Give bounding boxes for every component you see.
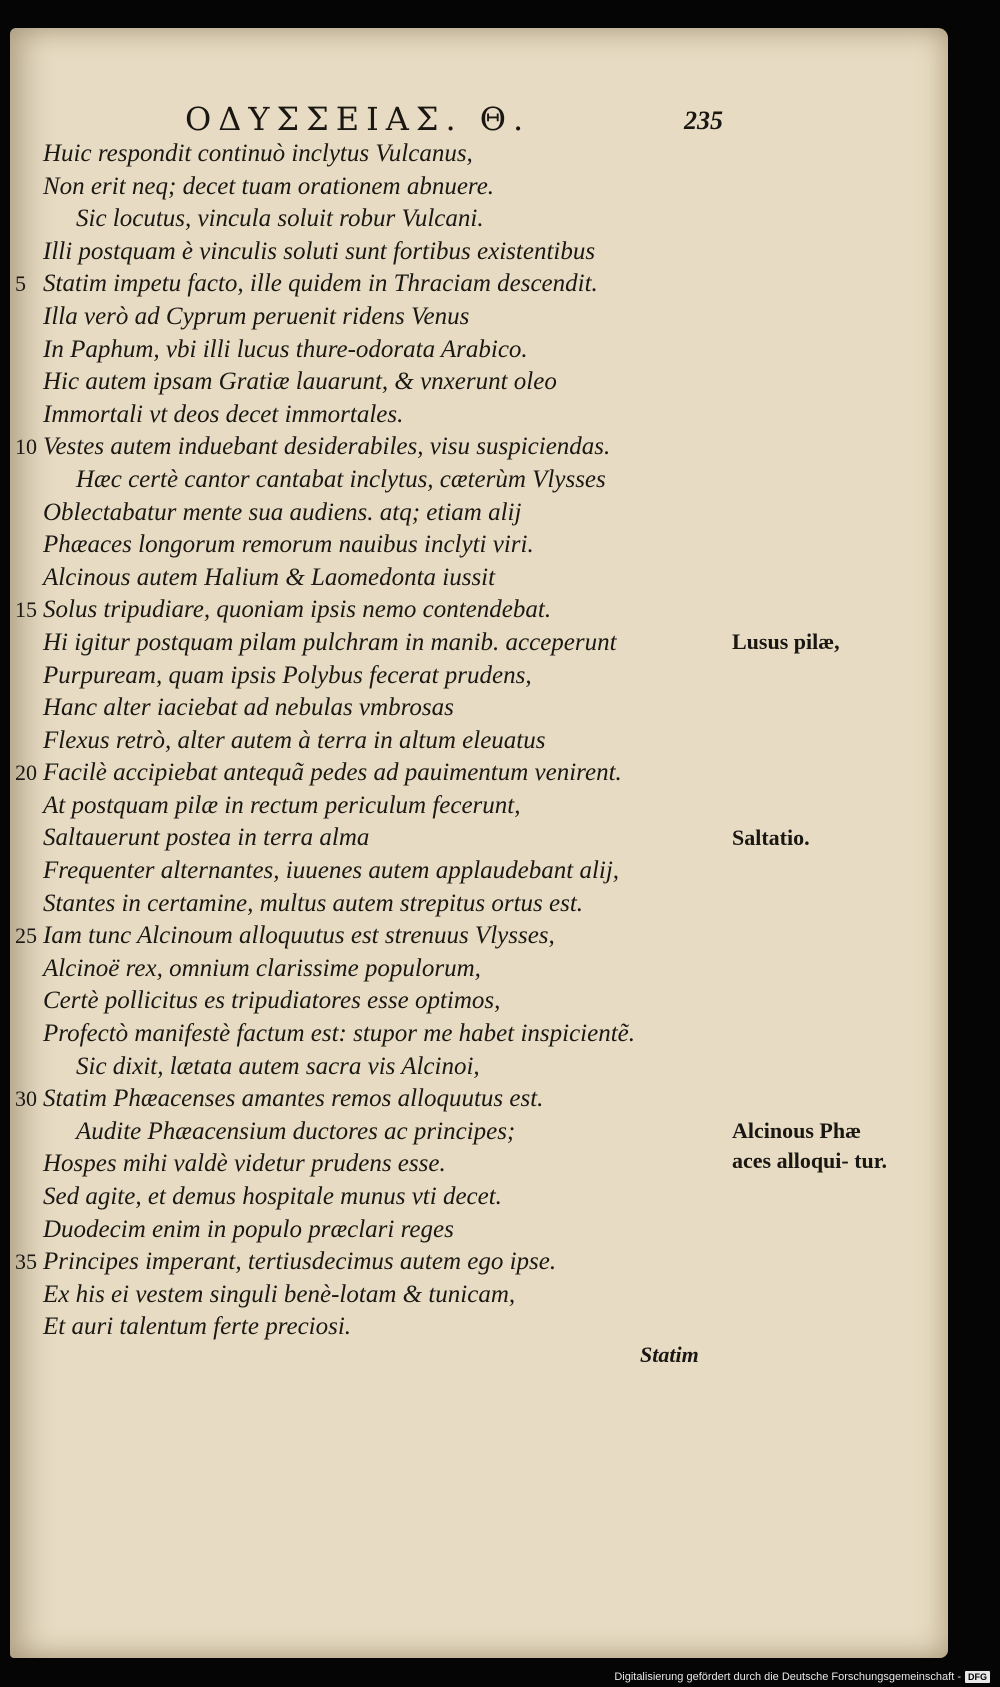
line-number: 20 (15, 760, 37, 786)
line-number: 5 (15, 271, 26, 297)
line-text: Hospes mihi valdè videtur prudens esse. (43, 1150, 446, 1178)
verse-line (0, 1051, 950, 1084)
line-text: Facilè accipiebat antequã pedes ad pauimentum venirent. (43, 759, 622, 787)
verse-line (0, 757, 950, 790)
line-number: 30 (15, 1086, 37, 1112)
line-text: Iam tunc Alcinoum alloquutus est strenuus Vlysses, (43, 922, 555, 950)
verse-line (0, 1279, 950, 1312)
line-text: Statim Phæacenses amantes remos alloquutus est. (43, 1085, 544, 1113)
verse-line (0, 985, 950, 1018)
line-text: Duodecim enim in populo præclari reges (43, 1215, 454, 1243)
running-title: ΟΔΥΣΣΕΙΑΣ. Θ. (185, 100, 531, 138)
line-text: Non erit neq; decet tuam orationem abnuere. (43, 172, 495, 200)
line-text: In Paphum, vbi illi lucus thure-odorata Arabico. (43, 335, 528, 363)
verse-line (0, 334, 950, 367)
verse-line (0, 366, 950, 399)
margin-note: Lusus pilæ, (732, 629, 840, 654)
line-text: Sed agite, et demus hospitale munus vti decet. (43, 1183, 502, 1210)
verse-line (0, 138, 950, 171)
line-number: 10 (15, 434, 37, 460)
verse-line (0, 399, 950, 432)
page-header (0, 100, 950, 140)
line-text: Illi postquam è vinculis soluti sunt fortibus existentibus (43, 237, 596, 265)
verse-line (0, 562, 950, 595)
verse-line (0, 855, 950, 888)
line-text: Alcinous autem Halium & Laomedonta iussit (43, 563, 496, 591)
margin-note: Alcinous Phæ aces alloqui- tur. (732, 1118, 888, 1173)
line-number: 15 (15, 597, 37, 623)
verse-line (0, 920, 950, 953)
page-number: 235 (684, 106, 723, 135)
line-text: Hanc alter iaciebat ad nebulas vmbrosas (43, 694, 454, 722)
line-text: Profectò manifestè factum est: stupor me habet inspicientẽ. (43, 1020, 636, 1048)
verse-line (0, 1246, 950, 1279)
footer (614, 1671, 990, 1683)
verse-line (0, 594, 950, 627)
line-text: Saltauerunt postea in terra alma (43, 824, 370, 852)
catchword: Statim (640, 1342, 699, 1367)
verse-line (0, 692, 950, 725)
verse-line (0, 171, 950, 204)
line-text: Frequenter alternantes, iuuenes autem applaudebant alij, (43, 857, 620, 885)
footer-credit: Digitalisierung gefördert durch die Deutsche Forschungsgemeinschaft - (614, 1671, 961, 1683)
line-number: 25 (15, 923, 37, 949)
line-text: Huic respondit continuò inclytus Vulcanus, (43, 140, 473, 167)
line-text: Hæc certè cantor cantabat inclytus, cæterùm Vlysses (76, 465, 606, 493)
line-text: Vestes autem induebant desiderabiles, visu suspiciendas. (43, 433, 611, 461)
verse-line (0, 1181, 950, 1214)
dfg-logo-icon: DFG (965, 1671, 990, 1683)
line-text: Alcinoë rex, omnium clarissime populorum, (43, 954, 481, 982)
line-text: Sic dixit, lætata autem sacra vis Alcinoi, (76, 1052, 480, 1080)
line-text: Certè pollicitus es tripudiatores esse optimos, (43, 987, 501, 1015)
line-text: Phæaces longorum remorum nauibus inclyti viri. (43, 531, 534, 559)
verse-line (0, 1018, 950, 1051)
verse-line (0, 301, 950, 334)
verse-line (0, 529, 950, 562)
line-text: Flexus retrò, alter autem à terra in altum eleuatus (43, 726, 546, 754)
verse-line (0, 1311, 950, 1344)
verse-line (0, 203, 950, 236)
line-text: Solus tripudiare, quoniam ipsis nemo contendebat. (43, 596, 552, 624)
verse-line (0, 268, 950, 301)
line-text: Statim impetu facto, ille quidem in Thraciam descendit. (43, 270, 598, 298)
line-text: Principes imperant, tertiusdecimus autem ego ipse. (43, 1248, 557, 1276)
line-text: Illa verò ad Cyprum peruenit ridens Venus (43, 302, 470, 330)
verse-line (0, 790, 950, 823)
line-text: At postquam pilæ in rectum periculum fecerunt, (43, 791, 521, 819)
verse-line (0, 236, 950, 269)
margin-note: Saltatio. (732, 824, 810, 850)
verse-line (0, 431, 950, 464)
line-number: 35 (15, 1249, 37, 1275)
line-text: Hic autem ipsam Gratiæ lauarunt, & vnxerunt oleo (43, 368, 557, 396)
line-text: Sic locutus, vincula soluit robur Vulcani. (76, 205, 484, 233)
line-text: Audite Phæacensium ductores ac principes; (76, 1117, 516, 1145)
line-text: Purpuream, quam ipsis Polybus fecerat prudens, (43, 661, 532, 689)
line-text: Stantes in certamine, multus autem strepitus ortus est. (43, 889, 584, 917)
line-text: Hi igitur postquam pilam pulchram in manib. acceperunt (43, 628, 617, 656)
line-text: Et auri talentum ferte preciosi. (43, 1313, 352, 1341)
verse-line (0, 1214, 950, 1247)
verse-line (0, 464, 950, 497)
verse-line (0, 660, 950, 693)
verse-line (0, 497, 950, 530)
line-text: Oblectabatur mente sua audiens. atq; etiam alij (43, 498, 522, 526)
verse-line (0, 888, 950, 921)
verse-line (0, 953, 950, 986)
verse-line (0, 1083, 950, 1116)
line-text: Ex his ei vestem singuli benè-lotam & tunicam, (43, 1280, 516, 1308)
line-text: Immortali vt deos decet immortales. (43, 400, 404, 428)
verse-line (0, 725, 950, 758)
